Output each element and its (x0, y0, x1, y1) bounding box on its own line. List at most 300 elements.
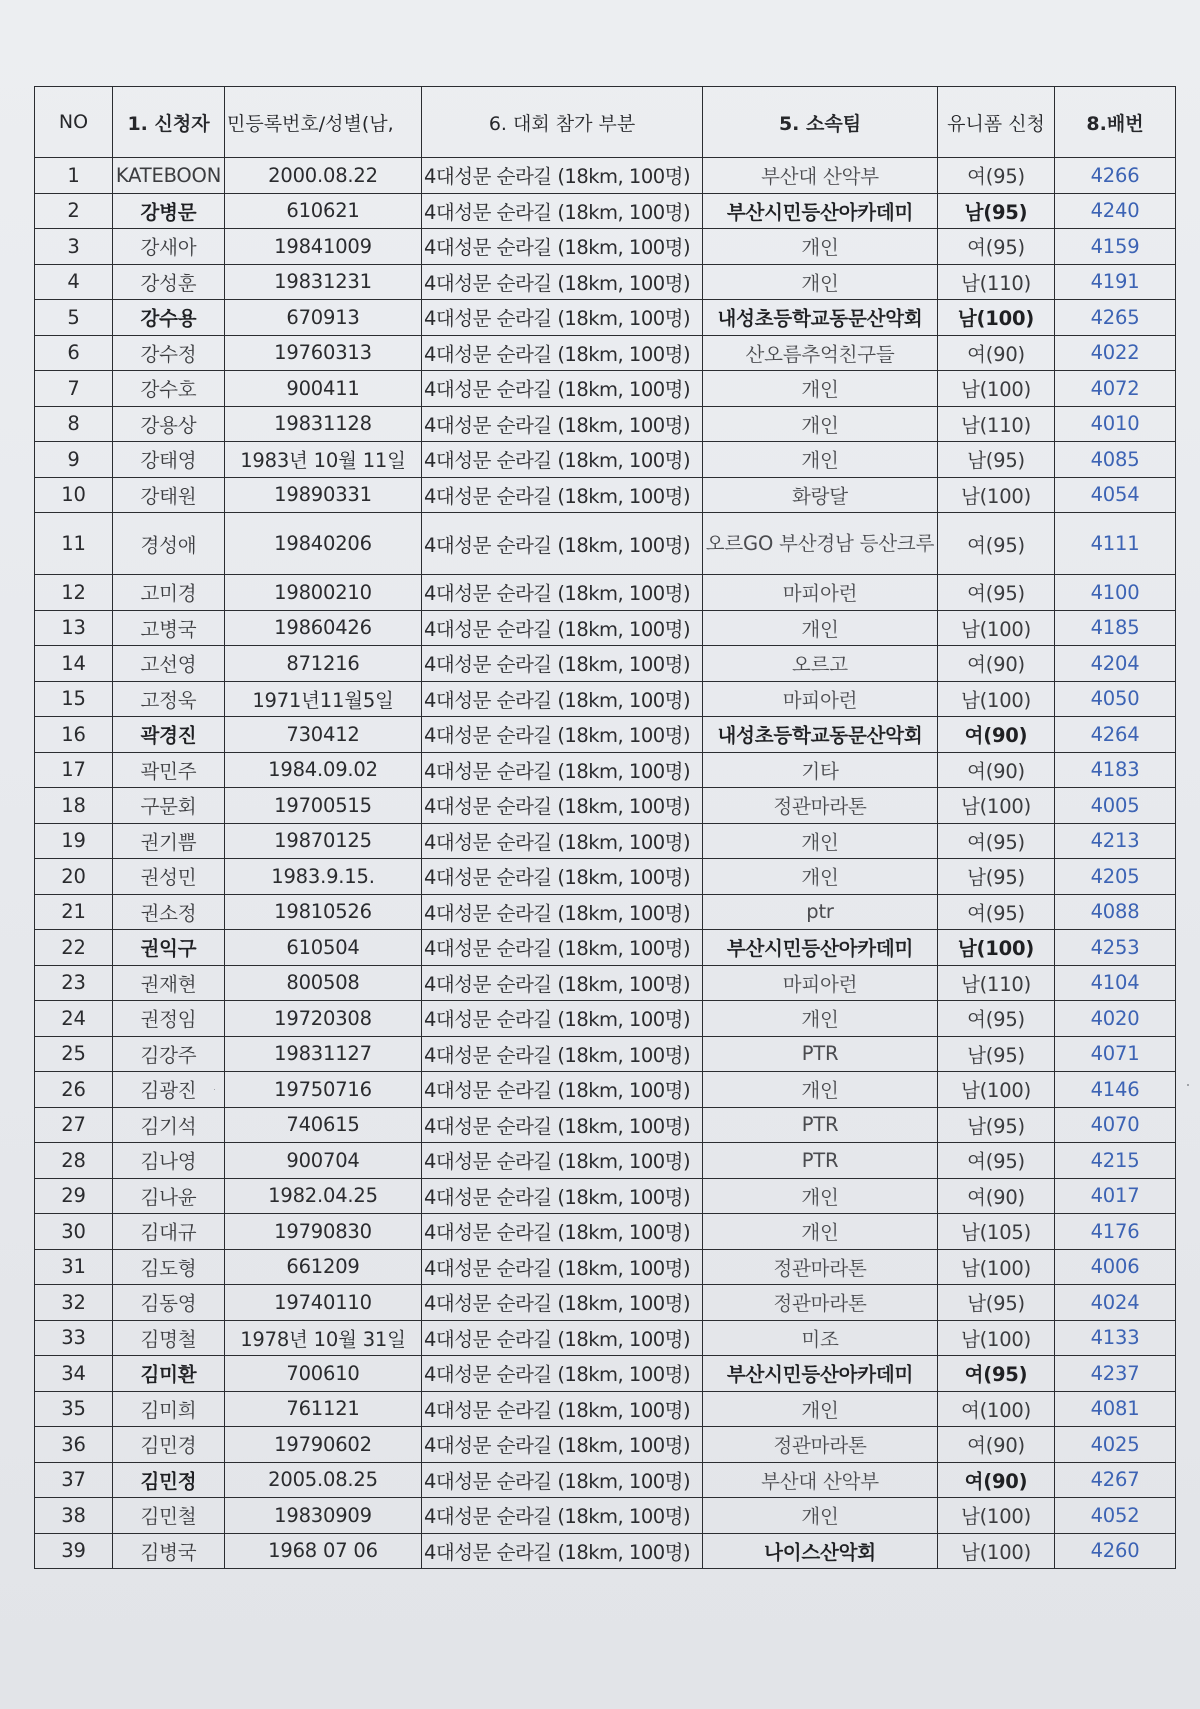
table-row (35, 1214, 1176, 1250)
cell-no: 5 (35, 300, 113, 336)
cell-no: 38 (35, 1498, 113, 1534)
cell-event: 4대성문 순라길 (18km, 100명) (422, 406, 703, 442)
cell-no: 1 (35, 158, 113, 194)
table-row (35, 229, 1176, 265)
cell-uniform: 남(100) (938, 477, 1055, 513)
cell-team: 미조 (703, 1320, 938, 1356)
table-row (35, 894, 1176, 930)
cell-name: KATEBOON (113, 158, 225, 194)
cell-name: 김나윤 (113, 1178, 225, 1214)
cell-team: 부산시민등산아카데미 (703, 930, 938, 966)
cell-id: 2005.08.25 (225, 1462, 422, 1498)
cell-id: 19831231 (225, 264, 422, 300)
cell-name: 강태영 (113, 442, 225, 478)
cell-no: 36 (35, 1427, 113, 1463)
cell-id: 1984.09.02 (225, 752, 422, 788)
cell-bib: 4071 (1055, 1036, 1176, 1072)
cell-name: 강수정 (113, 335, 225, 371)
cell-uniform: 여(95) (938, 823, 1055, 859)
cell-team: 정관마라톤 (703, 1427, 938, 1463)
cell-bib: 4088 (1055, 894, 1176, 930)
cell-bib: 4191 (1055, 264, 1176, 300)
cell-name: 김도형 (113, 1249, 225, 1285)
cell-name: 고미경 (113, 575, 225, 611)
cell-no: 6 (35, 335, 113, 371)
cell-bib: 4085 (1055, 442, 1176, 478)
cell-uniform: 남(100) (938, 371, 1055, 407)
cell-uniform: 남(110) (938, 406, 1055, 442)
cell-no: 18 (35, 788, 113, 824)
cell-id: 19790602 (225, 1427, 422, 1463)
cell-id: 1983년 10월 11일 (225, 442, 422, 478)
cell-uniform: 남(95) (938, 859, 1055, 895)
cell-bib: 4005 (1055, 788, 1176, 824)
cell-name: 강용상 (113, 406, 225, 442)
table-row (35, 406, 1176, 442)
cell-team: 정관마라톤 (703, 1249, 938, 1285)
cell-bib: 4054 (1055, 477, 1176, 513)
cell-uniform: 남(110) (938, 264, 1055, 300)
cell-uniform: 여(100) (938, 1391, 1055, 1427)
cell-event: 4대성문 순라길 (18km, 100명) (422, 1391, 703, 1427)
table-row (35, 477, 1176, 513)
cell-id: 19700515 (225, 788, 422, 824)
cell-team: 부산시민등산아카데미 (703, 193, 938, 229)
cell-team: 오르고 (703, 646, 938, 682)
cell-bib: 4265 (1055, 300, 1176, 336)
cell-id: 761121 (225, 1391, 422, 1427)
cell-uniform: 여(95) (938, 513, 1055, 575)
cell-team: 산오름추억친구들 (703, 335, 938, 371)
cell-name: 곽경진 (113, 717, 225, 753)
cell-uniform: 여(95) (938, 1143, 1055, 1179)
cell-uniform: 남(95) (938, 442, 1055, 478)
cell-name: 경성애 (113, 513, 225, 575)
cell-bib: 4133 (1055, 1320, 1176, 1356)
cell-team: 개인 (703, 264, 938, 300)
cell-name: 김나영 (113, 1143, 225, 1179)
cell-bib: 4159 (1055, 229, 1176, 265)
table-row (35, 1320, 1176, 1356)
cell-name: 권성민 (113, 859, 225, 895)
cell-id: 1968 07 06 (225, 1533, 422, 1569)
cell-no: 37 (35, 1462, 113, 1498)
cell-event: 4대성문 순라길 (18km, 100명) (422, 1320, 703, 1356)
cell-event: 4대성문 순라길 (18km, 100명) (422, 1107, 703, 1143)
table-body (35, 158, 1176, 1569)
cell-id: 19870125 (225, 823, 422, 859)
table-row (35, 158, 1176, 194)
cell-uniform: 여(90) (938, 717, 1055, 753)
cell-uniform: 여(95) (938, 894, 1055, 930)
cell-bib: 4204 (1055, 646, 1176, 682)
cell-id: 610504 (225, 930, 422, 966)
cell-no: 24 (35, 1001, 113, 1037)
cell-bib: 4111 (1055, 513, 1176, 575)
cell-id: 740615 (225, 1107, 422, 1143)
cell-uniform: 남(100) (938, 1320, 1055, 1356)
table-row (35, 1533, 1176, 1569)
cell-team: 개인 (703, 1178, 938, 1214)
cell-bib: 4070 (1055, 1107, 1176, 1143)
table-row (35, 1498, 1176, 1534)
table-row (35, 823, 1176, 859)
cell-no: 35 (35, 1391, 113, 1427)
cell-bib: 4264 (1055, 717, 1176, 753)
cell-no: 4 (35, 264, 113, 300)
cell-uniform: 남(105) (938, 1214, 1055, 1250)
cell-name: 고정욱 (113, 681, 225, 717)
cell-no: 32 (35, 1285, 113, 1321)
cell-team: 개인 (703, 1498, 938, 1534)
cell-name: 김병국 (113, 1533, 225, 1569)
cell-no: 15 (35, 681, 113, 717)
cell-bib: 4022 (1055, 335, 1176, 371)
cell-event: 4대성문 순라길 (18km, 100명) (422, 229, 703, 265)
cell-id: 1978년 10월 31일 (225, 1320, 422, 1356)
cell-team: 개인 (703, 229, 938, 265)
table-row (35, 717, 1176, 753)
cell-team: 오르GO 부산경남 등산크루 (703, 513, 938, 575)
cell-uniform: 남(100) (938, 788, 1055, 824)
cell-team: 정관마라톤 (703, 788, 938, 824)
cell-team: 개인 (703, 1214, 938, 1250)
cell-name: 고병국 (113, 610, 225, 646)
header-team: 5. 소속팀 (703, 87, 938, 158)
cell-bib: 4260 (1055, 1533, 1176, 1569)
cell-id: 700610 (225, 1356, 422, 1392)
cell-bib: 4266 (1055, 158, 1176, 194)
cell-bib: 4050 (1055, 681, 1176, 717)
cell-uniform: 여(95) (938, 229, 1055, 265)
cell-no: 30 (35, 1214, 113, 1250)
cell-id: 19790830 (225, 1214, 422, 1250)
cell-team: 개인 (703, 1072, 938, 1108)
cell-id: 19830909 (225, 1498, 422, 1534)
cell-team: 개인 (703, 610, 938, 646)
table-row (35, 1285, 1176, 1321)
cell-bib: 4146 (1055, 1072, 1176, 1108)
participant-table (34, 86, 1176, 1569)
cell-no: 27 (35, 1107, 113, 1143)
cell-bib: 4017 (1055, 1178, 1176, 1214)
cell-no: 34 (35, 1356, 113, 1392)
cell-team: 마피아런 (703, 681, 938, 717)
cell-bib: 4100 (1055, 575, 1176, 611)
cell-team: 부산대 산악부 (703, 158, 938, 194)
cell-uniform: 남(100) (938, 1249, 1055, 1285)
cell-uniform: 남(95) (938, 1107, 1055, 1143)
cell-uniform: 남(95) (938, 193, 1055, 229)
header-row (35, 87, 1176, 158)
cell-no: 11 (35, 513, 113, 575)
cell-no: 26 (35, 1072, 113, 1108)
cell-no: 19 (35, 823, 113, 859)
cell-team: 화랑달 (703, 477, 938, 513)
table-row (35, 930, 1176, 966)
cell-event: 4대성문 순라길 (18km, 100명) (422, 752, 703, 788)
cell-event: 4대성문 순라길 (18km, 100명) (422, 1036, 703, 1072)
cell-team: 마피아런 (703, 965, 938, 1001)
table-row (35, 752, 1176, 788)
cell-event: 4대성문 순라길 (18km, 100명) (422, 1533, 703, 1569)
cell-uniform: 남(95) (938, 1036, 1055, 1072)
cell-id: 19831128 (225, 406, 422, 442)
cell-bib: 4215 (1055, 1143, 1176, 1179)
cell-id: 19720308 (225, 1001, 422, 1037)
cell-id: 19800210 (225, 575, 422, 611)
cell-bib: 4253 (1055, 930, 1176, 966)
cell-bib: 4020 (1055, 1001, 1176, 1037)
cell-uniform: 남(100) (938, 1072, 1055, 1108)
cell-event: 4대성문 순라길 (18km, 100명) (422, 1462, 703, 1498)
header-id: 민등록번호/성별(남, (225, 87, 422, 158)
cell-id: 19840206 (225, 513, 422, 575)
cell-team: 부산대 산악부 (703, 1462, 938, 1498)
cell-id: 730412 (225, 717, 422, 753)
table-row (35, 788, 1176, 824)
cell-team: 개인 (703, 406, 938, 442)
cell-team: 부산시민등산아카데미 (703, 1356, 938, 1392)
header-name: 1. 신청자 (113, 87, 225, 158)
cell-uniform: 남(100) (938, 300, 1055, 336)
cell-team: PTR (703, 1143, 938, 1179)
cell-uniform: 여(90) (938, 752, 1055, 788)
header-event: 6. 대회 참가 부분 (422, 87, 703, 158)
header-no: NO (35, 87, 113, 158)
cell-name: 강병문 (113, 193, 225, 229)
cell-no: 23 (35, 965, 113, 1001)
cell-no: 14 (35, 646, 113, 682)
cell-no: 31 (35, 1249, 113, 1285)
cell-event: 4대성문 순라길 (18km, 100명) (422, 1356, 703, 1392)
cell-name: 김미희 (113, 1391, 225, 1427)
table-row (35, 1249, 1176, 1285)
cell-uniform: 여(95) (938, 575, 1055, 611)
cell-event: 4대성문 순라길 (18km, 100명) (422, 610, 703, 646)
cell-team: 정관마라톤 (703, 1285, 938, 1321)
table-row (35, 646, 1176, 682)
cell-team: 기타 (703, 752, 938, 788)
cell-name: 김기석 (113, 1107, 225, 1143)
cell-uniform: 여(90) (938, 335, 1055, 371)
cell-no: 7 (35, 371, 113, 407)
cell-event: 4대성문 순라길 (18km, 100명) (422, 300, 703, 336)
table-row (35, 1462, 1176, 1498)
table-row (35, 1391, 1176, 1427)
cell-name: 권익구 (113, 930, 225, 966)
cell-bib: 4205 (1055, 859, 1176, 895)
cell-event: 4대성문 순라길 (18km, 100명) (422, 823, 703, 859)
cell-uniform: 여(90) (938, 646, 1055, 682)
table-row (35, 1356, 1176, 1392)
cell-team: PTR (703, 1107, 938, 1143)
cell-uniform: 남(100) (938, 1498, 1055, 1534)
cell-uniform: 남(100) (938, 610, 1055, 646)
cell-id: 1982.04.25 (225, 1178, 422, 1214)
cell-team: 나이스산악회 (703, 1533, 938, 1569)
cell-event: 4대성문 순라길 (18km, 100명) (422, 1178, 703, 1214)
cell-no: 29 (35, 1178, 113, 1214)
table-row (35, 1001, 1176, 1037)
cell-bib: 4183 (1055, 752, 1176, 788)
cell-team: 개인 (703, 859, 938, 895)
cell-event: 4대성문 순라길 (18km, 100명) (422, 442, 703, 478)
cell-bib: 4237 (1055, 1356, 1176, 1392)
cell-event: 4대성문 순라길 (18km, 100명) (422, 930, 703, 966)
cell-event: 4대성문 순라길 (18km, 100명) (422, 646, 703, 682)
cell-event: 4대성문 순라길 (18km, 100명) (422, 1498, 703, 1534)
table-row (35, 300, 1176, 336)
scan-speck (1187, 1084, 1189, 1086)
cell-uniform: 여(95) (938, 1001, 1055, 1037)
cell-id: 19740110 (225, 1285, 422, 1321)
cell-name: 김동영 (113, 1285, 225, 1321)
cell-bib: 4052 (1055, 1498, 1176, 1534)
cell-no: 20 (35, 859, 113, 895)
cell-event: 4대성문 순라길 (18km, 100명) (422, 965, 703, 1001)
table-row (35, 371, 1176, 407)
cell-uniform: 남(110) (938, 965, 1055, 1001)
cell-name: 김강주 (113, 1036, 225, 1072)
cell-event: 4대성문 순라길 (18km, 100명) (422, 1285, 703, 1321)
cell-no: 33 (35, 1320, 113, 1356)
cell-name: 권소정 (113, 894, 225, 930)
cell-bib: 4024 (1055, 1285, 1176, 1321)
cell-name: 강수호 (113, 371, 225, 407)
cell-name: 김민철 (113, 1498, 225, 1534)
cell-name: 강태원 (113, 477, 225, 513)
cell-name: 곽민주 (113, 752, 225, 788)
cell-no: 2 (35, 193, 113, 229)
cell-event: 4대성문 순라길 (18km, 100명) (422, 788, 703, 824)
cell-team: 개인 (703, 1001, 938, 1037)
cell-id: 19831127 (225, 1036, 422, 1072)
cell-bib: 4267 (1055, 1462, 1176, 1498)
header-bib: 8.배번 (1055, 87, 1176, 158)
cell-bib: 4010 (1055, 406, 1176, 442)
table-row (35, 965, 1176, 1001)
cell-id: 2000.08.22 (225, 158, 422, 194)
cell-uniform: 남(100) (938, 681, 1055, 717)
cell-id: 800508 (225, 965, 422, 1001)
cell-no: 17 (35, 752, 113, 788)
cell-id: 19841009 (225, 229, 422, 265)
cell-id: 19860426 (225, 610, 422, 646)
cell-id: 1971년11월5일 (225, 681, 422, 717)
cell-bib: 4072 (1055, 371, 1176, 407)
cell-id: 1983.9.15. (225, 859, 422, 895)
table-row (35, 681, 1176, 717)
cell-event: 4대성문 순라길 (18km, 100명) (422, 1143, 703, 1179)
table-row (35, 193, 1176, 229)
cell-name: 고선영 (113, 646, 225, 682)
table-row (35, 1143, 1176, 1179)
cell-bib: 4081 (1055, 1391, 1176, 1427)
cell-name: 권재현 (113, 965, 225, 1001)
cell-team: 내성초등학교동문산악회 (703, 717, 938, 753)
cell-uniform: 남(100) (938, 1533, 1055, 1569)
cell-no: 21 (35, 894, 113, 930)
cell-team: 개인 (703, 1391, 938, 1427)
table-row (35, 335, 1176, 371)
cell-id: 871216 (225, 646, 422, 682)
cell-team: 마피아런 (703, 575, 938, 611)
cell-name: 김대규 (113, 1214, 225, 1250)
cell-team: ptr (703, 894, 938, 930)
cell-no: 16 (35, 717, 113, 753)
cell-no: 25 (35, 1036, 113, 1072)
cell-no: 3 (35, 229, 113, 265)
table-row (35, 575, 1176, 611)
cell-name: 김명철 (113, 1320, 225, 1356)
cell-no: 8 (35, 406, 113, 442)
cell-team: 개인 (703, 371, 938, 407)
cell-team: PTR (703, 1036, 938, 1072)
cell-name: 구문회 (113, 788, 225, 824)
cell-event: 4대성문 순라길 (18km, 100명) (422, 513, 703, 575)
cell-event: 4대성문 순라길 (18km, 100명) (422, 371, 703, 407)
cell-uniform: 여(90) (938, 1178, 1055, 1214)
cell-uniform: 여(90) (938, 1462, 1055, 1498)
cell-event: 4대성문 순라길 (18km, 100명) (422, 894, 703, 930)
cell-no: 9 (35, 442, 113, 478)
cell-name: 강새아 (113, 229, 225, 265)
cell-event: 4대성문 순라길 (18km, 100명) (422, 1427, 703, 1463)
cell-event: 4대성문 순라길 (18km, 100명) (422, 477, 703, 513)
cell-team: 개인 (703, 442, 938, 478)
table-header (35, 87, 1176, 158)
table-row (35, 264, 1176, 300)
table-row (35, 513, 1176, 575)
cell-no: 12 (35, 575, 113, 611)
cell-team: 내성초등학교동문산악회 (703, 300, 938, 336)
cell-uniform: 여(95) (938, 1356, 1055, 1392)
cell-bib: 4176 (1055, 1214, 1176, 1250)
cell-bib: 4240 (1055, 193, 1176, 229)
cell-no: 22 (35, 930, 113, 966)
cell-bib: 4006 (1055, 1249, 1176, 1285)
cell-id: 19750716 (225, 1072, 422, 1108)
table-row (35, 1107, 1176, 1143)
cell-bib: 4213 (1055, 823, 1176, 859)
cell-event: 4대성문 순라길 (18km, 100명) (422, 575, 703, 611)
cell-uniform: 남(95) (938, 1285, 1055, 1321)
cell-name: 김민정 (113, 1462, 225, 1498)
cell-name: 강수용 (113, 300, 225, 336)
cell-event: 4대성문 순라길 (18km, 100명) (422, 264, 703, 300)
cell-event: 4대성문 순라길 (18km, 100명) (422, 193, 703, 229)
cell-id: 900704 (225, 1143, 422, 1179)
cell-name: 김민경 (113, 1427, 225, 1463)
cell-event: 4대성문 순라길 (18km, 100명) (422, 1249, 703, 1285)
table-row (35, 1036, 1176, 1072)
cell-bib: 4025 (1055, 1427, 1176, 1463)
cell-id: 670913 (225, 300, 422, 336)
table-row (35, 859, 1176, 895)
cell-id: 610621 (225, 193, 422, 229)
cell-name: 권기쁨 (113, 823, 225, 859)
cell-bib: 4185 (1055, 610, 1176, 646)
cell-uniform: 여(90) (938, 1427, 1055, 1463)
cell-event: 4대성문 순라길 (18km, 100명) (422, 1001, 703, 1037)
cell-event: 4대성문 순라길 (18km, 100명) (422, 717, 703, 753)
table-row (35, 1427, 1176, 1463)
table-row (35, 1072, 1176, 1108)
cell-name: 김광진 (113, 1072, 225, 1108)
cell-team: 개인 (703, 823, 938, 859)
cell-no: 13 (35, 610, 113, 646)
